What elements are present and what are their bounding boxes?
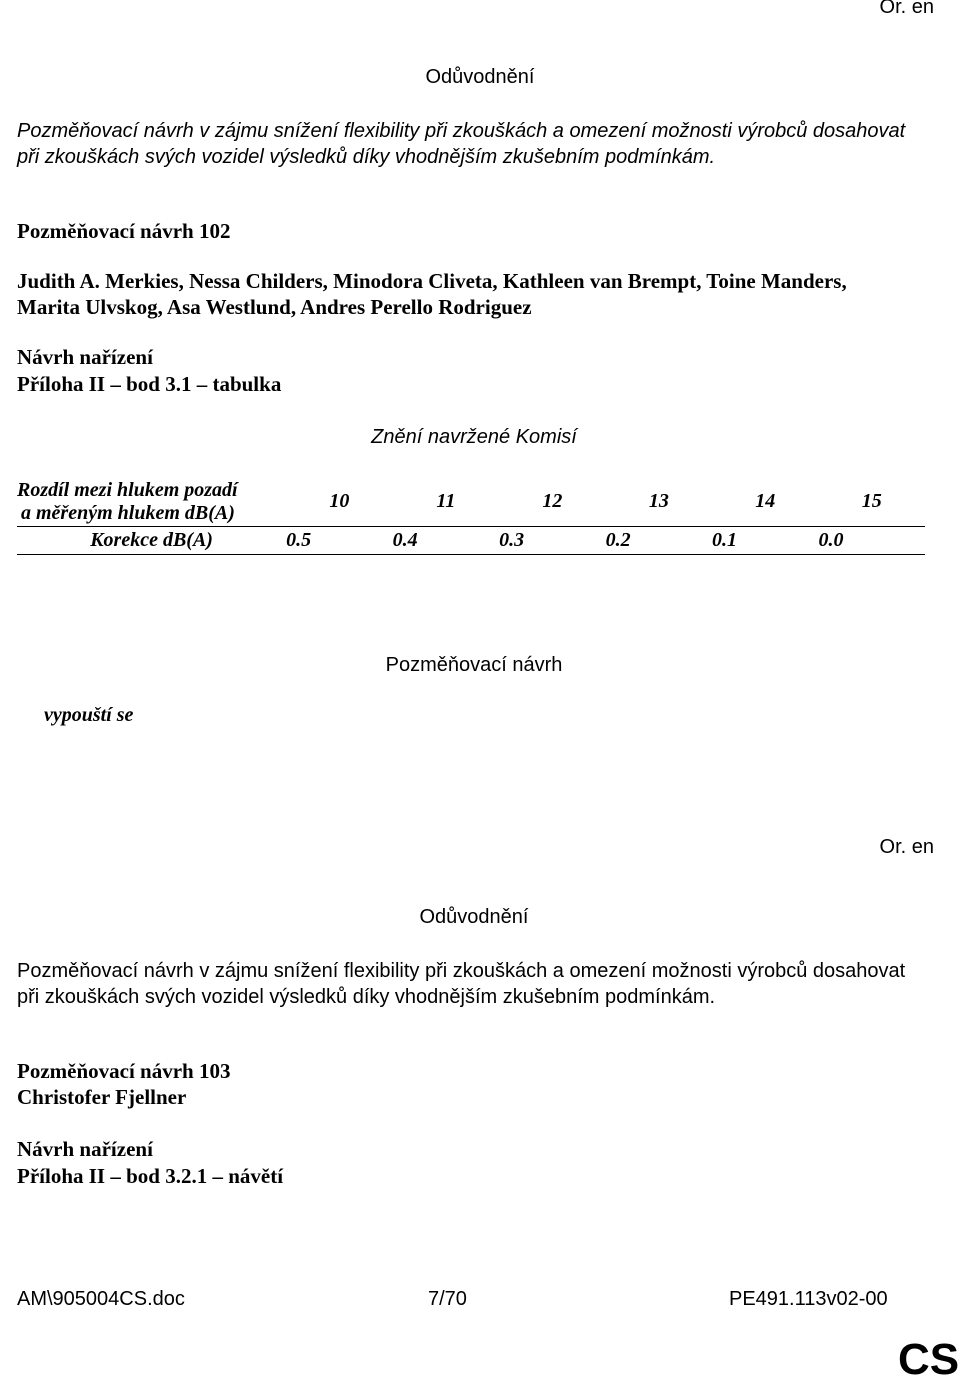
table-cell: 0.4 xyxy=(393,527,499,555)
footer-page-number: 7/70 xyxy=(428,1288,467,1310)
proposal-label: Návrh nařízení xyxy=(17,345,153,369)
table-cell: 11 xyxy=(393,477,499,527)
table-row xyxy=(17,527,925,555)
authors-line-1: Judith A. Merkies, Nessa Childers, Minodora Cliveta, Kathleen van Brempt, Toine Manders, xyxy=(17,269,847,293)
justification-line-1: Pozměňovací návrh v zájmu snížení flexibility při zkouškách a omezení možnosti výrobců dosahovat xyxy=(17,120,906,142)
footer-pe-reference: PE491.113v02-00 xyxy=(729,1288,888,1310)
justification-heading: Odůvodnění xyxy=(419,906,529,928)
table-cell: 10 xyxy=(286,477,392,527)
footer-doc-reference: AM\905004CS.doc xyxy=(17,1288,185,1310)
language-code: CS xyxy=(898,1335,960,1384)
table-row-label xyxy=(17,477,286,527)
origin-language: Or. en xyxy=(879,0,934,18)
table-row xyxy=(17,477,925,527)
table-cell: 0.0 xyxy=(819,527,925,555)
table-row-label: Korekce dB(A) xyxy=(17,527,286,555)
table-cell: 0.5 xyxy=(286,527,392,555)
reference-label: Příloha II – bod 3.2.1 – návětí xyxy=(17,1164,284,1188)
table-cell: 0.3 xyxy=(499,527,605,555)
amendment-text-heading: Pozměňovací návrh xyxy=(385,654,563,676)
justification-heading: Odůvodnění xyxy=(425,66,535,88)
deleted-note: vypouští se xyxy=(44,704,134,726)
authors-line-2: Marita Ulvskog, Asa Westlund, Andres Perello Rodriguez xyxy=(17,295,532,319)
origin-language: Or. en xyxy=(879,836,934,858)
justification-line-1: Pozměňovací návrh v zájmu snížení flexibility při zkouškách a omezení možnosti výrobců dosahovat xyxy=(17,960,906,982)
table-cell: 13 xyxy=(606,477,712,527)
justification-line-2: při zkouškách svých vozidel výsledků díky vhodnějším zkušebním podmínkám. xyxy=(17,986,716,1008)
proposal-label: Návrh nařízení xyxy=(17,1137,153,1161)
justification-line-2: při zkouškách svých vozidel výsledků díky vhodnějším zkušebním podmínkám. xyxy=(17,146,716,168)
reference-label: Příloha II – bod 3.1 – tabulka xyxy=(17,372,282,396)
commission-text-heading: Znění navržené Komisí xyxy=(371,426,577,448)
author-name: Christofer Fjellner xyxy=(17,1085,187,1109)
table-row-label-line: a měřeným hlukem dB(A) xyxy=(21,501,235,524)
table-cell: 0.1 xyxy=(712,527,818,555)
noise-correction-table xyxy=(17,477,925,555)
table-cell: 0.2 xyxy=(606,527,712,555)
table-cell: 12 xyxy=(499,477,605,527)
table-cell: 15 xyxy=(819,477,925,527)
amendment-title: Pozměňovací návrh 103 xyxy=(17,1059,231,1083)
table-row-label-line: Rozdíl mezi hlukem pozadí xyxy=(17,478,238,501)
table-cell: 14 xyxy=(712,477,818,527)
amendment-title: Pozměňovací návrh 102 xyxy=(17,219,231,243)
